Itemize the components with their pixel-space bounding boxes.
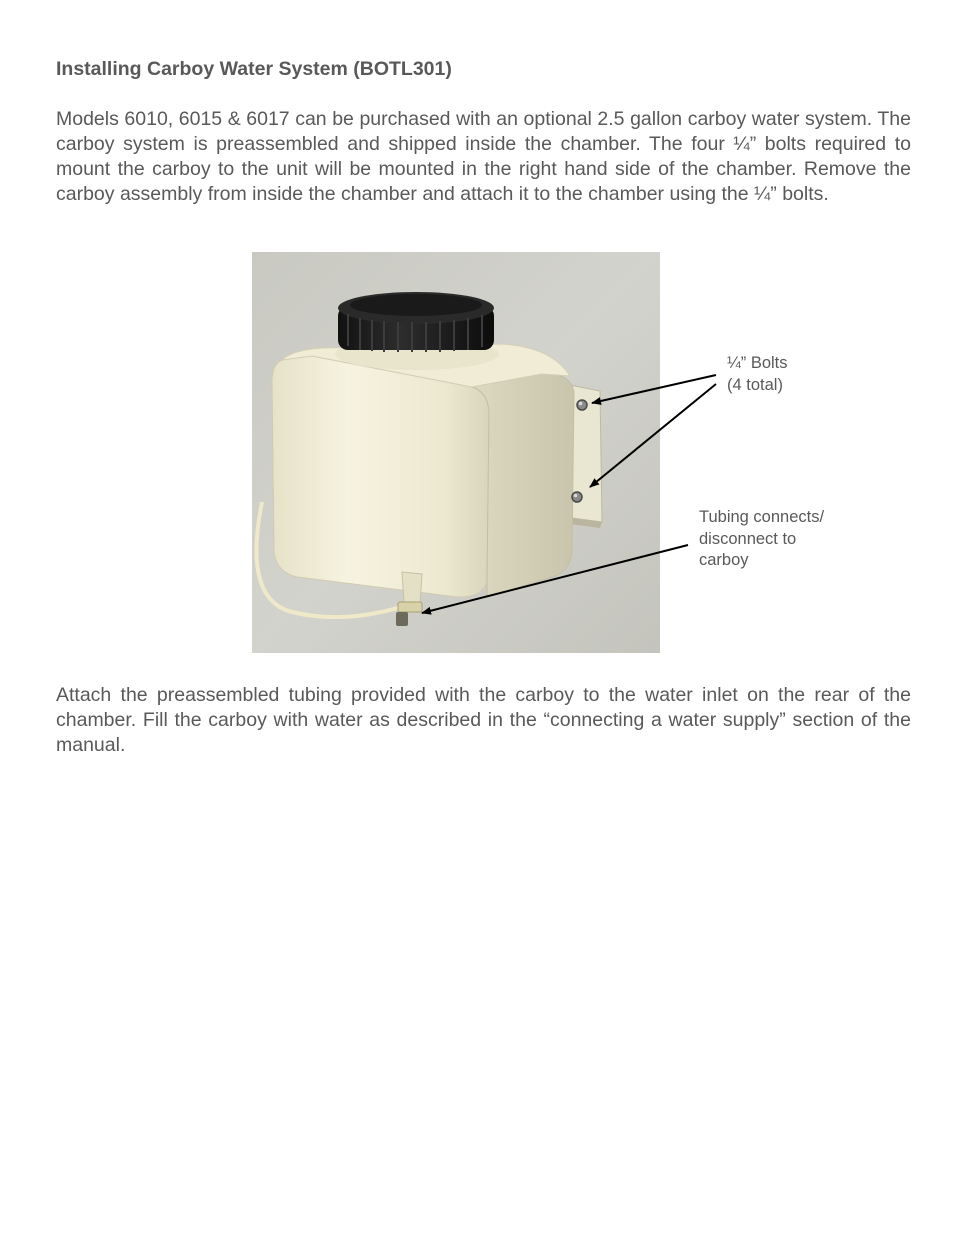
carboy-photo — [252, 252, 660, 653]
callout-tubing — [699, 507, 824, 572]
bolt — [577, 400, 587, 410]
tank-spout — [402, 572, 422, 604]
callout-tubing-line-1: Tubing connects/ — [699, 508, 825, 526]
callout-bolts-line-1: ¼” Bolts — [727, 354, 788, 372]
bolt — [572, 492, 582, 502]
intro-paragraph: Models 6010, 6015 & 6017 can be purchased with an optional 2.5 gallon carboy water system. The carboy system is preassembled and shipped inside the chamber. The four ¼” bolts required to mount the carboy to the unit will be mounted in the right hand side of the chamber. Remove the carboy assembly from inside the chamber and attach it to the chamber using the ¼” bolts. — [56, 108, 911, 205]
carboy-tank — [272, 356, 489, 598]
section-heading: Installing Carboy Water System (BOTL301) — [56, 58, 452, 80]
callout-tubing-line-3: carboy — [699, 551, 749, 569]
callout-bolts — [727, 353, 788, 396]
callout-bolts-line-2: (4 total) — [727, 375, 783, 394]
instructions-paragraph: Attach the preassembled tubing provided with the carboy to the water inlet on the rear of the chamber. Fill the carboy with water as described in the “connecting a water supply” section of the manual. — [56, 684, 911, 756]
callout-tubing-line-2: disconnect to — [699, 529, 797, 548]
